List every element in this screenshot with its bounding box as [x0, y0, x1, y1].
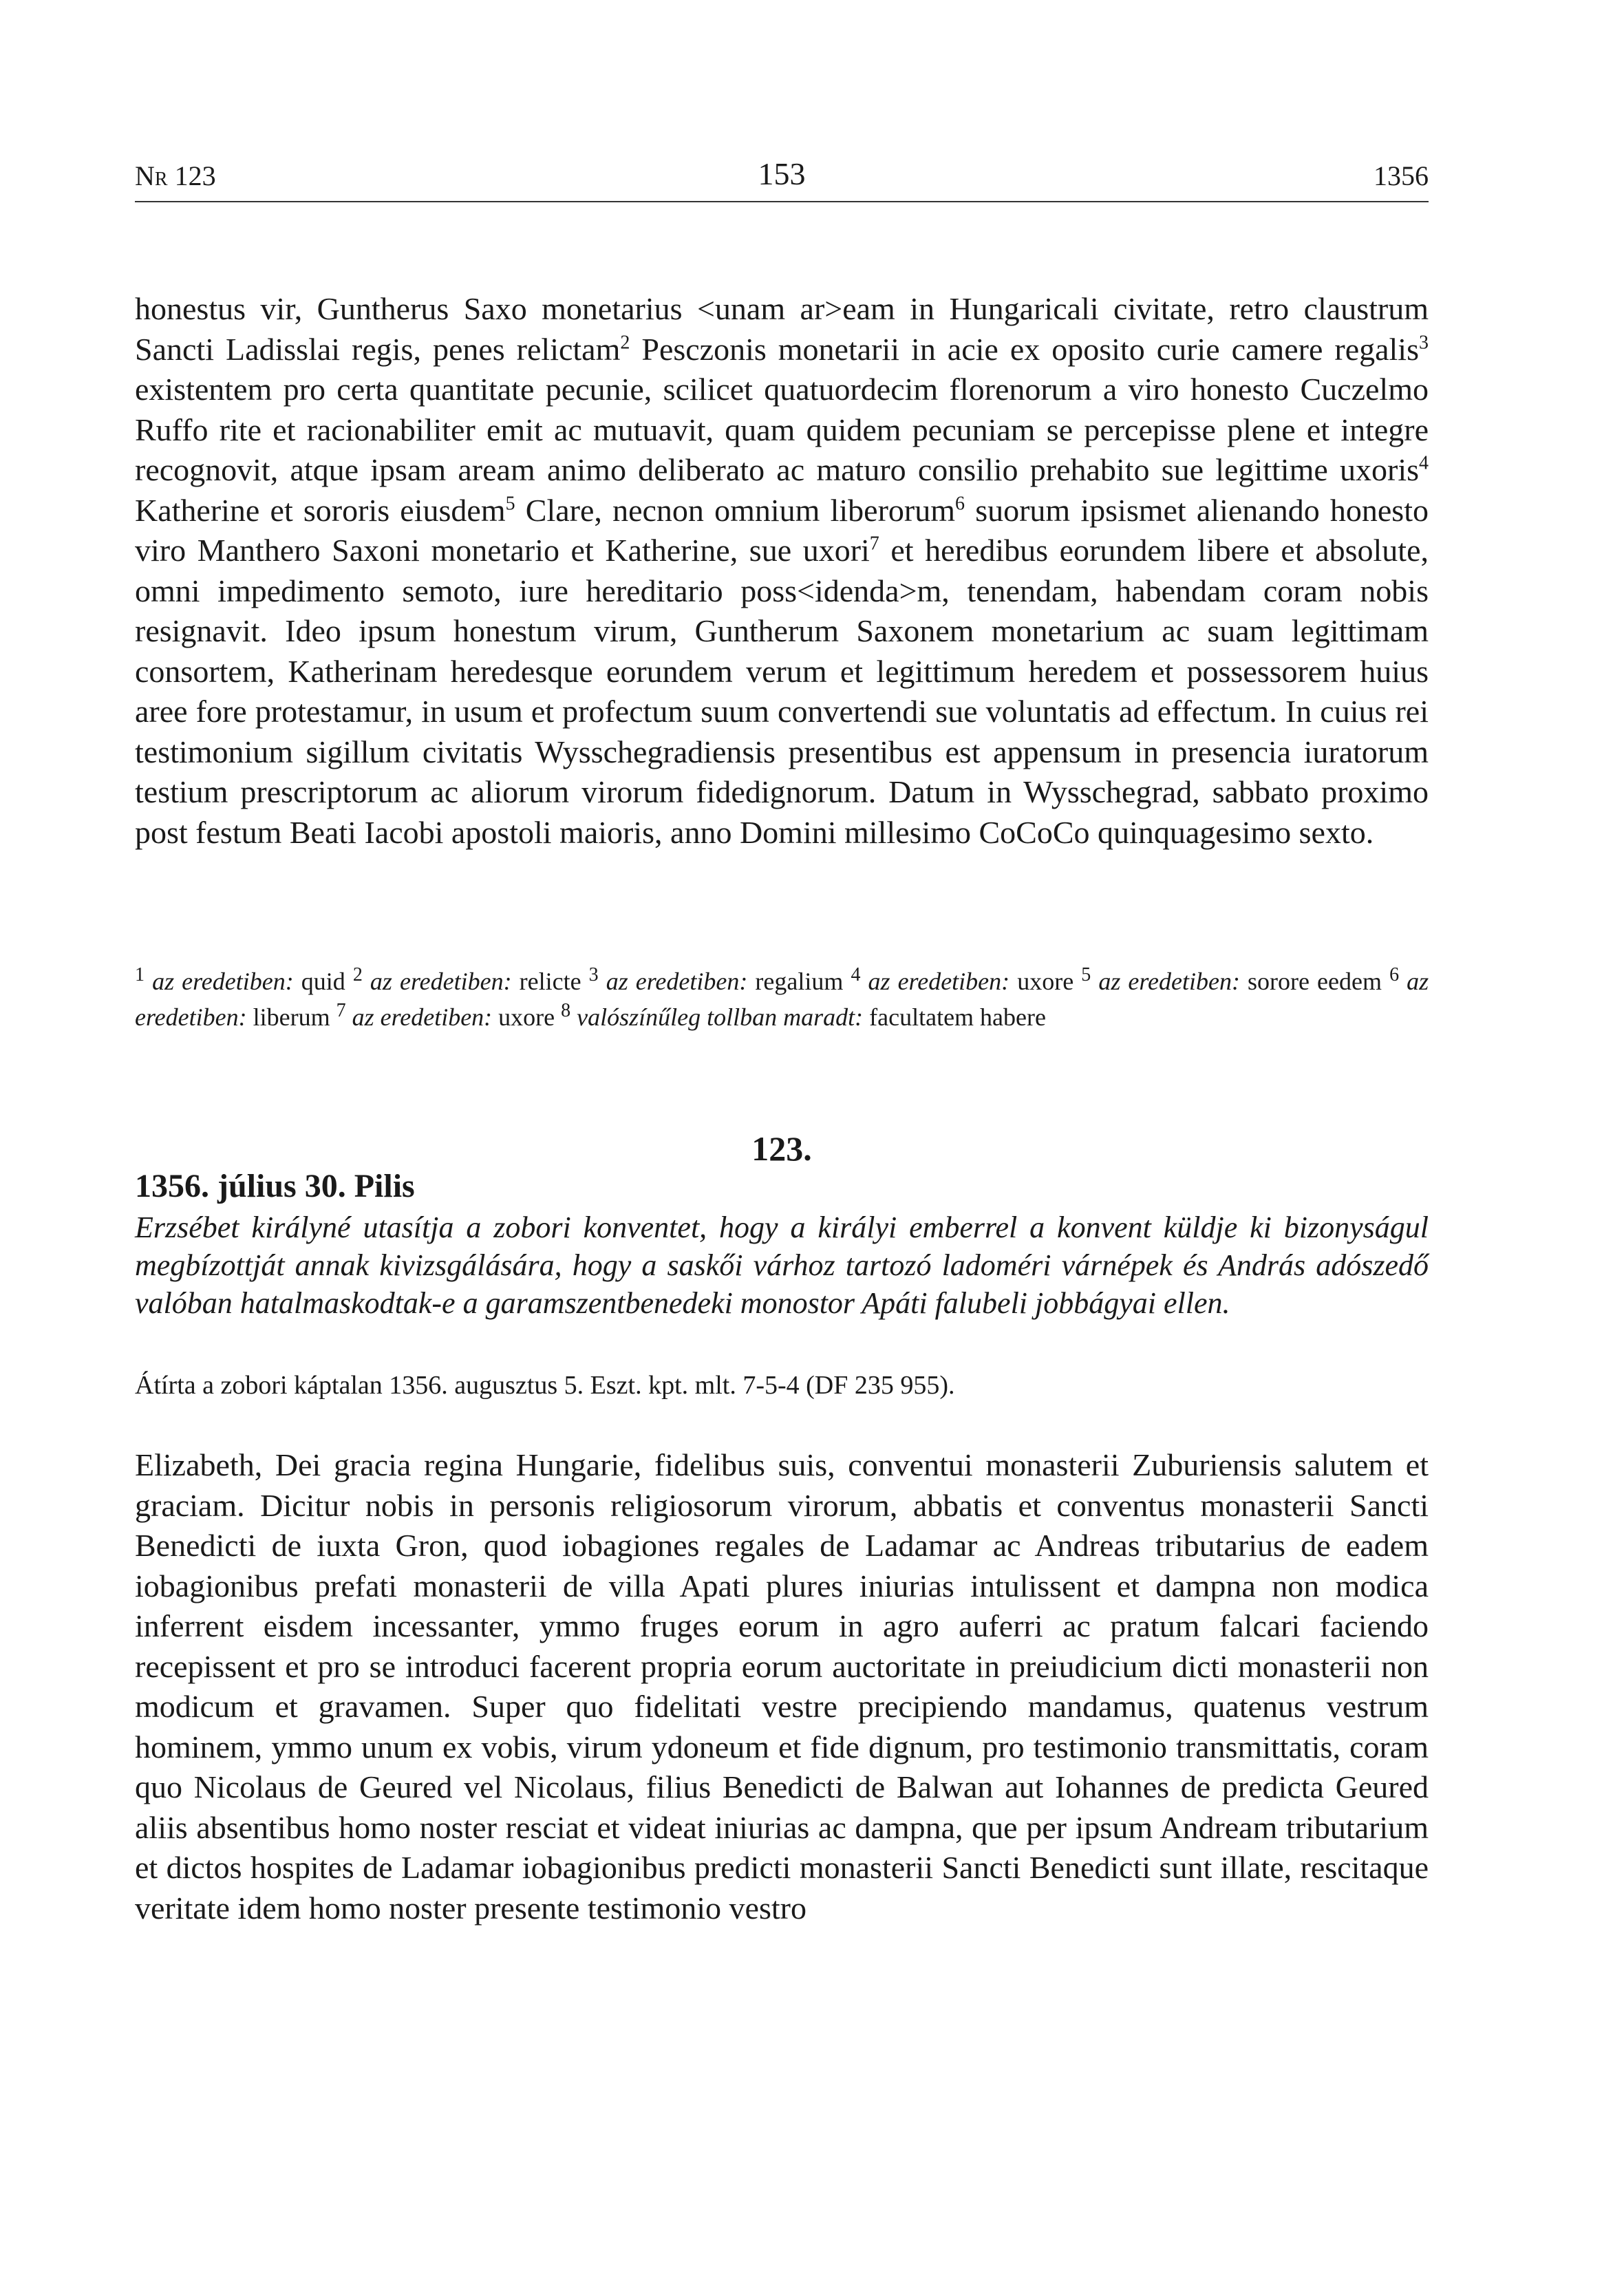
text-segment: et heredibus eorundem libere et absolute, omni impedimento semoto, iure hereditario poss<idenda>m, tenendam, habendam coram nobis resignavit. Ideo ipsum honestum virum, Guntherum Saxonem monetarium ac suam legittimam consortem, Katherinam heredesque eorundem verum et legittimum heredem et possessorem huius aree fore protestamur, in usum et profectum suum convertendi sue voluntatis ad effectum. In cuius rei testimonium sigillum civitatis Wysschegradiensis presentibus est appensum in presencia iuratorum testium prescriptorum ac aliorum virorum fidedignorum. Datum in Wysschegrad, sabbato proximo post festum Beati Iacobi apostoli maioris, anno Domini millesimo CoCoCo quinquagesimo sexto. [135, 533, 1429, 850]
document-123-date-place: 1356. július 30. Pilis [135, 1168, 415, 1204]
document-123-source-note: Átírta a zobori káptalan 1356. augusztus 5. Eszt. kpt. mlt. 7-5-4 (DF 235 955). [135, 1371, 955, 1400]
footnote: $^4$ az eredetiben: uxore [851, 964, 1074, 995]
nr-label: Nr [135, 160, 168, 191]
footnote: $^1$ az eredetiben: quid [135, 964, 345, 995]
footnote-ref: 6 [955, 493, 965, 515]
year-header: 1356 [1374, 160, 1429, 191]
document-123-regest: Erzsébet királyné utasítja a zobori konventet, hogy a királyi emberrel a konvent küldje ki bizonyságul megbízottját annak kivizsgálására, hogy a saskői várhoz tartozó ladoméri várnépek és András adószedő valóban hatalmaskodtak-e a garamszentbenedeki monostor Apáti falubeli jobbágyai ellen. [135, 1211, 1429, 1320]
text-paragraph [135, 289, 1429, 853]
text-segment: suorum ipsismet alienando honesto viro Manthero Saxoni monetario et Katherine, sue uxori [135, 492, 1429, 568]
footnote: $^5$ az eredetiben: sorore eedem [1081, 964, 1382, 995]
document-123-text [135, 1445, 1429, 1928]
footnote: $^8$ valószínűleg tollban maradt: facultatem habere [561, 1000, 1046, 1031]
footnote-ref: 2 [620, 332, 630, 354]
text-segment: honestus vir, Guntherus Saxo monetarius <unam ar>eam in Hungaricali civitate, retro claustrum Sancti Ladisslai regis, penes relictam [135, 291, 1429, 367]
text-segment: existentem pro certa quantitate pecunie, scilicet quatuordecim florenorum a viro honesto Cuczelmo Ruffo rite et racionabiliter emit ac mutuavit, quam quidem pecuniam se percepisse plene et integre recognovit, atque ipsam aream animo deliberato ac maturo consilio prehabito sue legittime uxoris [135, 372, 1429, 487]
text-segment: Clare, necnon omnium liberorum [515, 492, 956, 528]
text-paragraph: Elizabeth, Dei gracia regina Hungarie, fidelibus suis, conventui monasterii Zuburiensis salutem et graciam. Dicitur nobis in personis religiosorum virorum, abbatis et conventus monasterii Sancti Benedicti de iuxta Gron, quod iobagiones regales de Ladamar ac Andreas tributarius de eadem iobagionibus prefati monasterii de villa Apati plures iniurias intulissent et dampna non modica inferrent eisdem incessanter, ymmo fruges eorum in agro auferri ac pratum falcari faciendo recepissent et pro se introduci facerent propria eorum auctoritate in preiudicium dicti monasterii non modicum et gravamen. Super quo fidelitati vestre precipiendo mandamus, quatenus vestrum hominem, ymmo unum ex vobis, virum ydoneum et fide dignum, pro testimonio transmittatis, coram quo Nicolaus de Geured vel Nicolaus, filius Benedicti de Balwan aut Iohannes de predicta Geured aliis absentibus homo noster resciat et videat iniurias ac dampna, que per ipsum Andream tributarium et dictos hospites de Ladamar iobagionibus predicti monasterii Sancti Benedicti sunt illate, rescitaque veritate idem homo noster presente testimonio vestro [135, 1447, 1429, 1926]
footnote: $^3$ az eredetiben: regalium [588, 964, 844, 995]
footnote-ref: 3 [1419, 332, 1429, 354]
footnote-ref: 4 [1419, 452, 1429, 474]
running-head [135, 156, 1429, 202]
footnote-ref: 5 [505, 493, 515, 515]
footnotes [135, 963, 1429, 1035]
footnote-ref: 7 [869, 533, 879, 555]
page-number: 153 [758, 156, 806, 191]
text-segment: Katherine et sororis eiusdem [135, 492, 506, 528]
document-123-number: 123. [751, 1129, 812, 1168]
text-segment: Pesczonis monetarii in acie ex oposito curie camere regalis [630, 331, 1419, 367]
document-122-text [135, 289, 1429, 853]
footnote: $^6$ az eredetiben: liberum [135, 964, 1429, 1031]
nr-value: 123 [174, 160, 216, 191]
footnote: $^7$ az eredetiben: uxore [336, 1000, 555, 1031]
footnote: $^2$ az eredetiben: relicte [352, 964, 581, 995]
